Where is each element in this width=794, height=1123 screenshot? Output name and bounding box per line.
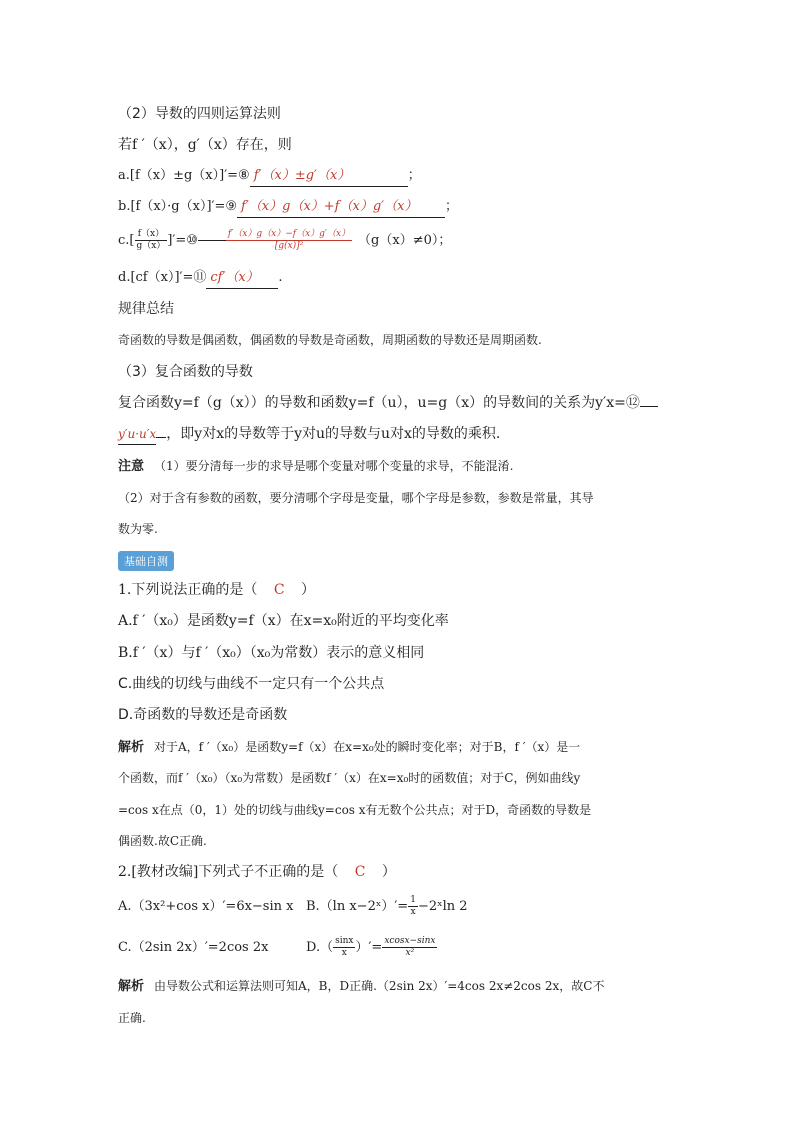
rule-a-prefix: a.[f（x）±g（x）]′=⑧ bbox=[118, 168, 250, 183]
q2-option-d-fden: x bbox=[341, 948, 347, 958]
summary-text: 奇函数的导数是偶函数，偶函数的导数是奇函数，周期函数的导数还是周期函数. bbox=[118, 333, 542, 347]
q1-explanation-3: =cos x在点（0，1）处的切线与曲线y=cos x有无数个公共点；对于D，奇函数的导数是 bbox=[118, 803, 592, 817]
q2-option-a: A.（3x²+cos x）′=6x−sin x bbox=[118, 899, 294, 914]
rule-c-prefix-left: c.[ bbox=[118, 233, 135, 248]
note-2b: 数为零. bbox=[118, 522, 158, 536]
rule-c-answer-den: [g(x)]² bbox=[274, 241, 304, 251]
rule-d bbox=[118, 268, 283, 289]
q2-options-ab bbox=[118, 895, 468, 919]
composite-text-2 bbox=[118, 424, 500, 445]
q2-option-b-frac bbox=[408, 895, 418, 918]
q2-explanation-1 bbox=[118, 976, 604, 997]
q2-close: ） bbox=[381, 864, 396, 880]
q2-option-d-fraction bbox=[333, 936, 355, 959]
composite-answer: y′u·u′x bbox=[118, 424, 156, 445]
rule-d-answer: cf′（x） bbox=[206, 268, 278, 289]
q2-option-d-den: x² bbox=[405, 948, 415, 958]
q1-answer: C bbox=[273, 582, 285, 598]
rules-intro: 若f ′（x），g′（x）存在，则 bbox=[118, 137, 292, 153]
q2-option-d-mid: ）′= bbox=[355, 940, 383, 955]
summary-title: 规律总结 bbox=[118, 301, 174, 317]
q2-option-d-pre: D.（ bbox=[306, 940, 334, 955]
section-heading-composite: （3）复合函数的导数 bbox=[118, 364, 253, 380]
q2-option-b-den: x bbox=[410, 907, 416, 917]
q1-explanation-1 bbox=[118, 737, 580, 758]
q1-option-d: D.奇函数的导数还是奇函数 bbox=[118, 707, 288, 723]
note-2a: （2）对于含有参数的函数，要分清哪个字母是变量，哪个字母是参数，参数是常量，其导 bbox=[118, 491, 594, 505]
rule-c-suffix: （g（x）≠0）； bbox=[358, 233, 452, 248]
q2-answer: C bbox=[354, 864, 366, 880]
rule-c-fraction bbox=[135, 229, 168, 252]
composite-explanation: ，即y对x的导数等于y对u的导数与u对x的导数的乘积. bbox=[166, 426, 501, 442]
q2-option-b-post: −2ˣln 2 bbox=[417, 899, 468, 914]
q2-option-d-fnum: sinx bbox=[335, 936, 354, 946]
q1-explanation-4: 偶函数.故C正确. bbox=[118, 834, 207, 848]
q1-exp-label: 解析 bbox=[118, 740, 145, 755]
q1-option-c: C.曲线的切线与曲线不一定只有一个公共点 bbox=[118, 676, 385, 692]
q2-stem-line bbox=[118, 862, 396, 882]
note-1: （1）要分清每一步的求导是哪个变量对哪个变量的求导，不能混淆. bbox=[154, 459, 514, 473]
q2-option-d-result bbox=[382, 936, 437, 959]
q1-stem: 1.下列说法正确的是（ bbox=[118, 582, 258, 598]
rule-b-suffix: ； bbox=[445, 199, 459, 214]
q2-options-cd bbox=[118, 936, 437, 960]
q2-option-d-num: xcosx−sinx bbox=[384, 936, 436, 946]
q2-exp-text-1: 由导数公式和运算法则可知A，B，D正确.（2sin 2x）′=4cos 2x≠2cos 2x，故C不 bbox=[154, 979, 605, 993]
q2-exp-label: 解析 bbox=[118, 979, 145, 994]
note-label: 注意 bbox=[118, 459, 145, 474]
rule-c-frac-num: f（x） bbox=[135, 229, 168, 241]
rule-c-blank-left bbox=[198, 240, 226, 241]
q1-stem-line bbox=[118, 580, 315, 600]
section-heading-arithmetic-rules: （2）导数的四则运算法则 bbox=[118, 106, 281, 122]
rule-a bbox=[118, 166, 421, 187]
q2-option-b-num: 1 bbox=[410, 895, 416, 905]
rule-d-suffix: . bbox=[278, 270, 283, 285]
composite-blank bbox=[640, 406, 658, 407]
q2-option-b-pre: B.（ln x−2ˣ）′= bbox=[306, 899, 409, 914]
q2-option-c: C.（2sin 2x）′=2cos 2x bbox=[118, 940, 269, 955]
q1-option-a: A.f ′（x₀）是函数y=f（x）在x=x₀附近的平均变化率 bbox=[118, 613, 449, 629]
rule-d-prefix: d.[cf（x）]′=⑪ bbox=[118, 270, 207, 285]
q1-close: ） bbox=[300, 582, 315, 598]
rule-c-answer-num: f′（x）g（x）−f（x）g′（x） bbox=[227, 229, 351, 239]
rule-c-answer bbox=[226, 229, 352, 252]
q1-option-b: B.f ′（x）与f ′（x₀）（x₀为常数）表示的意义相同 bbox=[118, 645, 425, 661]
composite-relation: 复合函数y=f（g（x））的导数和函数y=f（u），u=g（x）的导数间的关系为y′x=⑫ bbox=[118, 395, 640, 411]
note-line-1 bbox=[118, 456, 513, 477]
rule-c-prefix-right: ]′=⑩ bbox=[167, 233, 198, 248]
rule-a-answer: f′（x）±g′（x） bbox=[250, 166, 408, 187]
composite-text-1 bbox=[118, 393, 658, 413]
rule-b-answer: f′（x）g（x）+f（x）g′（x） bbox=[237, 197, 445, 218]
q1-explanation-2: 个函数，而f ′（x₀）（x₀为常数）是函数f ′（x）在x=x₀时的函数值；对于C，例如曲线y bbox=[118, 771, 581, 785]
q2-stem: 2.[教材改编]下列式子不正确的是（ bbox=[118, 864, 339, 880]
rule-c-frac-den: g（x） bbox=[136, 241, 166, 251]
rule-b bbox=[118, 197, 458, 218]
rule-a-suffix: ； bbox=[407, 168, 421, 183]
self-test-badge: 基础自测 bbox=[118, 551, 174, 571]
q1-exp-text-1: 对于A，f ′（x₀）是函数y=f（x）在x=x₀处的瞬时变化率；对于B，f ′（x）是一 bbox=[154, 740, 581, 754]
q2-explanation-2: 正确. bbox=[118, 1011, 146, 1025]
rule-b-prefix: b.[f（x）·g（x）]′=⑨ bbox=[118, 199, 238, 214]
rule-c bbox=[118, 226, 451, 256]
